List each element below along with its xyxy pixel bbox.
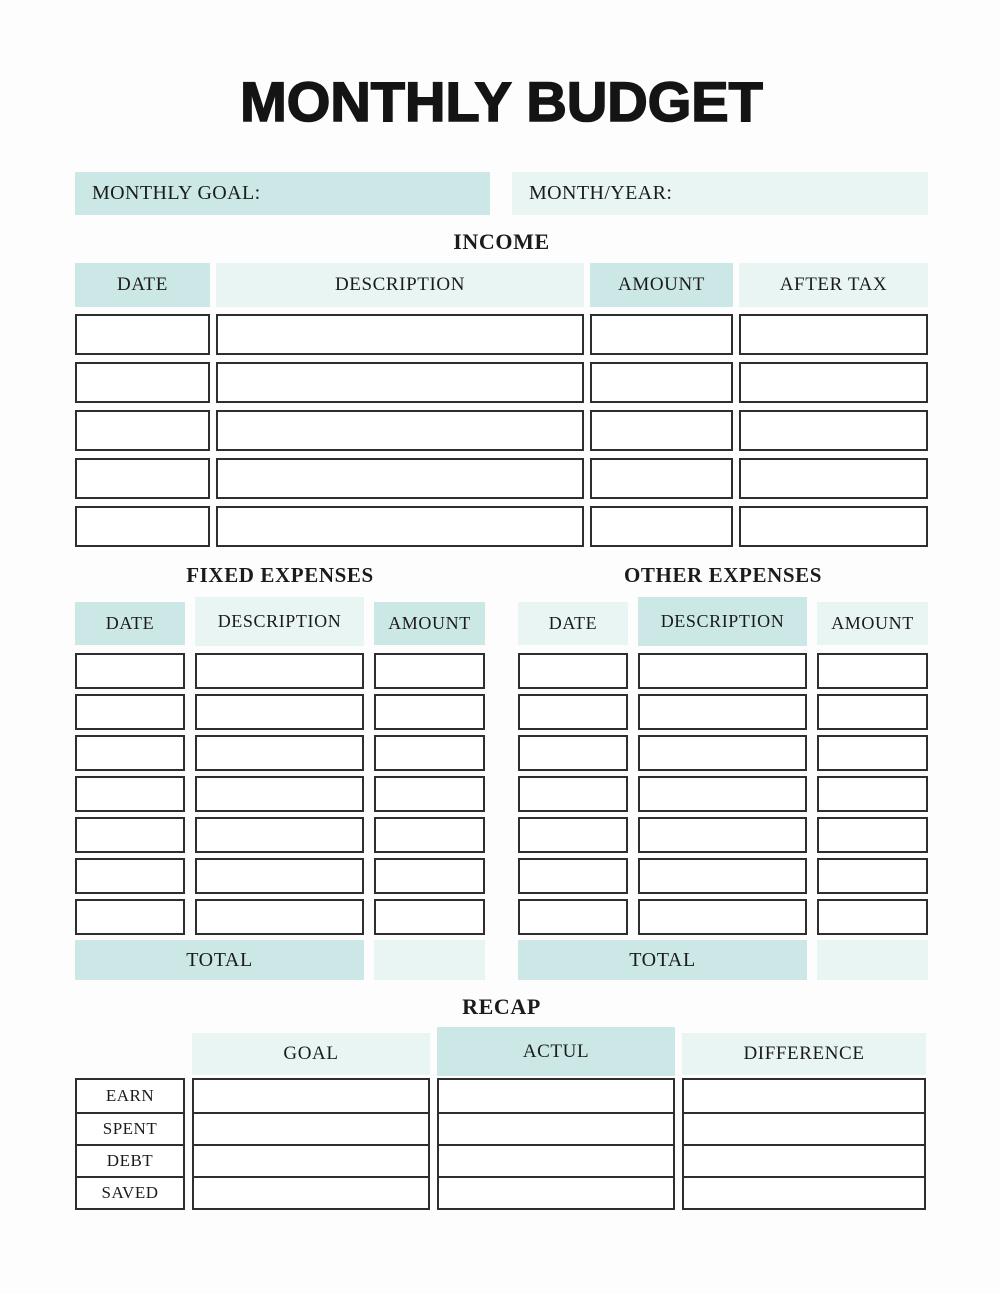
- income-header-date: DATE: [75, 263, 210, 307]
- fixed-expense-row: [75, 653, 485, 689]
- recap-label-debt: DEBT: [77, 1144, 183, 1176]
- other-expenses-header-row: [518, 599, 928, 648]
- recap-label-saved: SAVED: [77, 1176, 183, 1208]
- income-row: [75, 506, 928, 547]
- income-cell-description[interactable]: [216, 506, 584, 547]
- top-fields: [75, 172, 928, 215]
- fixed-header-description: DESCRIPTION: [195, 597, 364, 646]
- recap-goal-debt-cell[interactable]: [194, 1144, 428, 1176]
- income-cell-after-tax[interactable]: [739, 458, 928, 499]
- expenses-section: [75, 563, 928, 980]
- recap-difference-column: [682, 1078, 926, 1210]
- fixed-total-label: TOTAL: [75, 940, 364, 980]
- other-cell-date[interactable]: [518, 694, 628, 730]
- income-cell-after-tax[interactable]: [739, 362, 928, 403]
- income-row: [75, 362, 928, 403]
- income-cell-amount[interactable]: [590, 362, 733, 403]
- fixed-cell-description[interactable]: [195, 735, 364, 771]
- recap-goal-spent-cell[interactable]: [194, 1112, 428, 1144]
- fixed-expense-row: [75, 694, 485, 730]
- other-cell-date[interactable]: [518, 899, 628, 935]
- month-year-field[interactable]: [512, 172, 928, 215]
- income-cell-date[interactable]: [75, 362, 210, 403]
- fixed-cell-date[interactable]: [75, 776, 185, 812]
- other-cell-description[interactable]: [638, 735, 807, 771]
- fixed-header-amount: AMOUNT: [374, 602, 485, 645]
- page-title: MONTHLY BUDGET: [240, 70, 763, 133]
- recap-goal-saved-cell[interactable]: [194, 1176, 428, 1208]
- income-cell-after-tax[interactable]: [739, 314, 928, 355]
- fixed-cell-amount[interactable]: [374, 817, 485, 853]
- fixed-cell-description[interactable]: [195, 858, 364, 894]
- monthly-goal-field[interactable]: [75, 172, 490, 215]
- income-header-description: DESCRIPTION: [216, 263, 584, 307]
- other-cell-date[interactable]: [518, 776, 628, 812]
- fixed-expenses-header-row: [75, 599, 485, 648]
- fixed-cell-description[interactable]: [195, 817, 364, 853]
- fixed-expense-row: [75, 858, 485, 894]
- fixed-cell-date[interactable]: [75, 817, 185, 853]
- income-row: [75, 458, 928, 499]
- other-cell-amount[interactable]: [817, 776, 928, 812]
- fixed-cell-date[interactable]: [75, 899, 185, 935]
- income-cell-amount[interactable]: [590, 506, 733, 547]
- income-cell-date[interactable]: [75, 314, 210, 355]
- recap-header-actual: ACTUL: [437, 1027, 675, 1076]
- other-cell-description[interactable]: [638, 776, 807, 812]
- monthly-goal-value[interactable]: [261, 172, 490, 215]
- fixed-expense-row: [75, 735, 485, 771]
- fixed-expenses-title: FIXED EXPENSES: [186, 563, 374, 588]
- other-cell-amount[interactable]: [817, 817, 928, 853]
- other-cell-description[interactable]: [638, 694, 807, 730]
- other-expenses-table: [518, 563, 928, 980]
- recap-header-goal: GOAL: [192, 1033, 430, 1075]
- income-row: [75, 314, 928, 355]
- other-cell-amount[interactable]: [817, 735, 928, 771]
- recap-goal-column: [192, 1078, 430, 1210]
- income-cell-amount[interactable]: [590, 410, 733, 451]
- fixed-cell-date[interactable]: [75, 653, 185, 689]
- other-expense-row: [518, 858, 928, 894]
- recap-label-column: [75, 1078, 185, 1210]
- income-cell-description[interactable]: [216, 458, 584, 499]
- income-header-row: [75, 263, 928, 307]
- other-cell-description[interactable]: [638, 817, 807, 853]
- recap-goal-earn-cell[interactable]: [194, 1080, 428, 1112]
- income-cell-amount[interactable]: [590, 314, 733, 355]
- other-cell-amount[interactable]: [817, 694, 928, 730]
- fixed-expense-row: [75, 817, 485, 853]
- fixed-cell-date[interactable]: [75, 735, 185, 771]
- recap-label-spent: SPENT: [77, 1112, 183, 1144]
- fixed-expense-row: [75, 776, 485, 812]
- fixed-expenses-total-row: [75, 940, 485, 980]
- fixed-cell-amount[interactable]: [374, 653, 485, 689]
- income-cell-description[interactable]: [216, 314, 584, 355]
- other-expense-row: [518, 776, 928, 812]
- other-header-date: DATE: [518, 602, 628, 645]
- other-expenses-total-row: [518, 940, 928, 980]
- other-cell-date[interactable]: [518, 817, 628, 853]
- other-cell-amount[interactable]: [817, 899, 928, 935]
- income-section-title: INCOME: [453, 229, 550, 255]
- other-cell-amount[interactable]: [817, 653, 928, 689]
- fixed-cell-description[interactable]: [195, 653, 364, 689]
- other-cell-date[interactable]: [518, 653, 628, 689]
- other-header-amount: AMOUNT: [817, 602, 928, 645]
- recap-difference-earn-cell[interactable]: [684, 1080, 924, 1112]
- other-expenses-title: OTHER EXPENSES: [623, 563, 823, 588]
- recap-actual-column: [437, 1078, 675, 1210]
- other-cell-date[interactable]: [518, 858, 628, 894]
- recap-difference-debt-cell[interactable]: [684, 1144, 924, 1176]
- fixed-header-date: DATE: [75, 602, 185, 645]
- fixed-cell-date[interactable]: [75, 694, 185, 730]
- fixed-cell-amount[interactable]: [374, 776, 485, 812]
- other-expense-row: [518, 817, 928, 853]
- income-row: [75, 410, 928, 451]
- other-cell-description[interactable]: [638, 899, 807, 935]
- fixed-cell-amount[interactable]: [374, 694, 485, 730]
- recap-header-difference: DIFFERENCE: [682, 1033, 926, 1075]
- other-expense-row: [518, 653, 928, 689]
- income-cell-after-tax[interactable]: [739, 410, 928, 451]
- fixed-cell-amount[interactable]: [374, 899, 485, 935]
- income-cell-date[interactable]: [75, 506, 210, 547]
- recap-actual-saved-cell[interactable]: [439, 1176, 673, 1208]
- other-expense-row: [518, 694, 928, 730]
- income-cell-date[interactable]: [75, 410, 210, 451]
- other-cell-description[interactable]: [638, 653, 807, 689]
- income-cell-description[interactable]: [216, 410, 584, 451]
- other-expense-row: [518, 735, 928, 771]
- income-cell-description[interactable]: [216, 362, 584, 403]
- month-year-value[interactable]: [672, 172, 928, 215]
- recap-body: [75, 1078, 928, 1210]
- fixed-cell-amount[interactable]: [374, 735, 485, 771]
- other-cell-description[interactable]: [638, 858, 807, 894]
- month-year-label: MONTH/YEAR:: [529, 182, 673, 205]
- recap-actual-debt-cell[interactable]: [439, 1144, 673, 1176]
- monthly-goal-label: MONTHLY GOAL:: [92, 182, 261, 205]
- recap-section-title: RECAP: [462, 994, 541, 1020]
- recap-actual-spent-cell[interactable]: [439, 1112, 673, 1144]
- income-header-amount: AMOUNT: [590, 263, 733, 307]
- recap-difference-spent-cell[interactable]: [684, 1112, 924, 1144]
- recap-header-row: [75, 1029, 928, 1078]
- recap-actual-earn-cell[interactable]: [439, 1080, 673, 1112]
- other-cell-date[interactable]: [518, 735, 628, 771]
- fixed-cell-amount[interactable]: [374, 858, 485, 894]
- income-cell-date[interactable]: [75, 458, 210, 499]
- fixed-cell-description[interactable]: [195, 694, 364, 730]
- fixed-cell-description[interactable]: [195, 899, 364, 935]
- other-expense-row: [518, 899, 928, 935]
- income-cell-after-tax[interactable]: [739, 506, 928, 547]
- fixed-cell-date[interactable]: [75, 858, 185, 894]
- income-cell-amount[interactable]: [590, 458, 733, 499]
- other-cell-amount[interactable]: [817, 858, 928, 894]
- recap-difference-saved-cell[interactable]: [684, 1176, 924, 1208]
- fixed-expenses-table: [75, 563, 485, 980]
- fixed-cell-description[interactable]: [195, 776, 364, 812]
- fixed-total-value[interactable]: [374, 940, 485, 980]
- recap-label-earn: EARN: [105, 1086, 155, 1106]
- other-header-description: DESCRIPTION: [638, 597, 807, 646]
- fixed-expense-row: [75, 899, 485, 935]
- other-total-value[interactable]: [817, 940, 928, 980]
- income-header-after-tax: AFTER TAX: [739, 263, 928, 307]
- other-total-label: TOTAL: [518, 940, 807, 980]
